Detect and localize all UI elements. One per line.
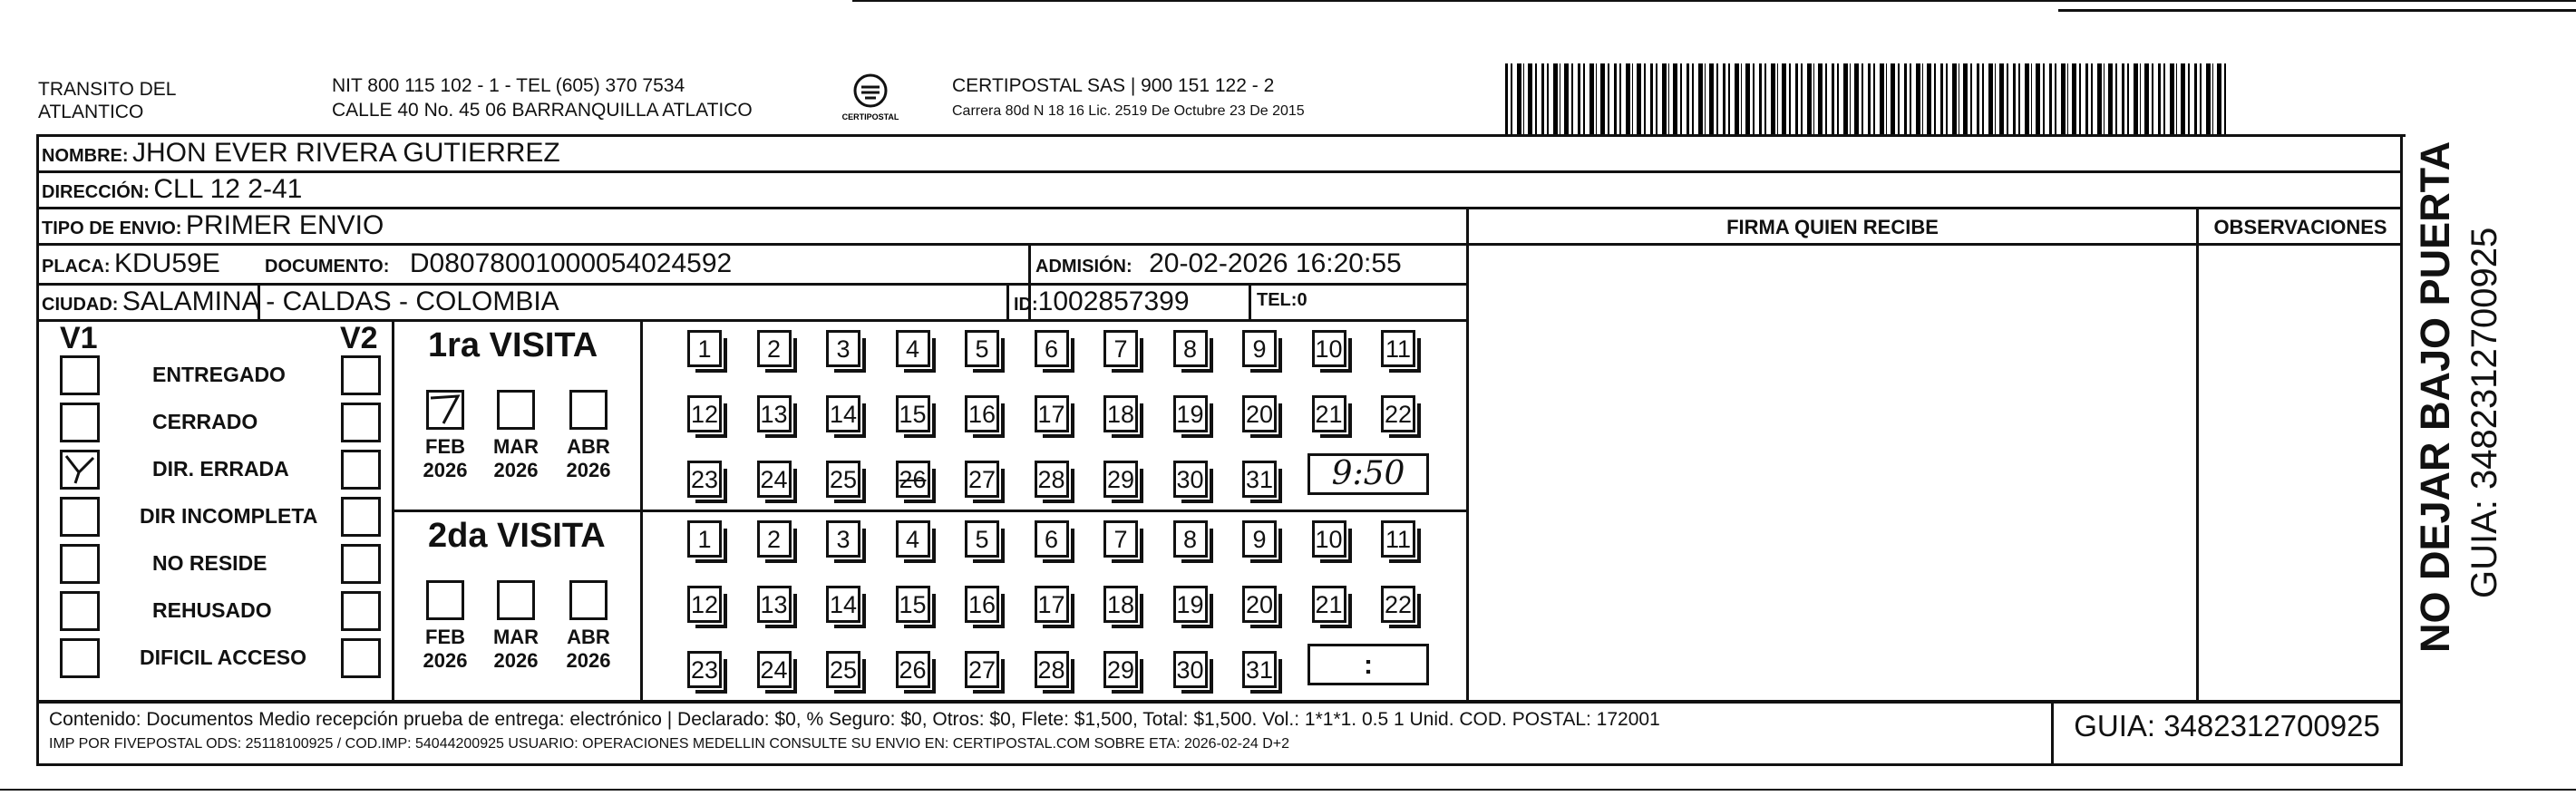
month-label: ABR [567,435,610,458]
day-box[interactable]: 12 [687,586,722,623]
svg-text:CERTIPOSTAL: CERTIPOSTAL [841,112,899,121]
year-label: 2026 [493,649,539,672]
visit1-time-box[interactable] [1307,453,1429,495]
v2-header: V2 [340,321,378,355]
plate-label: PLACA: [42,257,111,277]
day-box[interactable]: 28 [1035,651,1069,688]
month-label: MAR [492,626,540,648]
visit-divider [392,510,1466,512]
day-box[interactable]: 16 [965,586,999,623]
plate-cell [42,248,220,279]
day-box[interactable]: 24 [757,461,792,498]
visit2-title: 2da VISITA [428,517,606,555]
name-row [42,138,560,169]
day-box[interactable]: 29 [1103,651,1138,688]
month-checkbox-feb[interactable] [426,390,464,430]
tel-cell [1257,290,1307,311]
city-label: CIUDAD: [42,295,119,315]
day-box[interactable]: 6 [1035,330,1069,367]
v2-checkbox[interactable] [341,638,381,678]
day-box[interactable]: 1 [687,330,722,367]
month-label: FEB [425,626,465,648]
month-checkbox-mar[interactable] [497,580,535,620]
visit1-time-handwritten: 9:50 [1331,455,1405,492]
day-box[interactable]: 2 [757,520,792,558]
top-edge-rule [852,0,2576,2]
status-label: DIFICIL ACCESO [140,646,307,669]
day-box[interactable]: 21 [1312,586,1346,623]
day-box[interactable]: 25 [826,461,860,498]
admission-label: ADMISIÓN: [1035,257,1132,277]
document-label: DOCUMENTO: [265,257,390,277]
day-box[interactable]: 22 [1381,395,1415,432]
day-box-marked[interactable]: 26 [896,461,930,498]
city-value: SALAMINA - CALDAS - COLOMBIA [122,286,559,316]
v1-checkbox[interactable] [60,355,100,395]
name-label: NOMBRE: [42,146,129,166]
day-box[interactable]: 11 [1381,520,1415,558]
day-box[interactable]: 5 [965,520,999,558]
row-rule-2 [36,207,2403,209]
day-box[interactable]: 23 [687,651,722,688]
day-box[interactable]: 29 [1103,461,1138,498]
day-box[interactable]: 28 [1035,461,1069,498]
observations-divider [2196,207,2199,701]
day-box[interactable]: 25 [826,651,860,688]
year-label: 2026 [493,459,539,481]
city-cell [42,286,559,317]
day-box[interactable]: 31 [1242,651,1277,688]
day-box[interactable]: 9 [1242,330,1277,367]
recipient-address: CLL 12 2-41 [153,174,303,204]
issuer-nit: NIT 800 115 102 - 1 - TEL (605) 370 7534 [332,75,685,96]
tel-label: TEL: [1257,290,1298,310]
day-box[interactable]: 6 [1035,520,1069,558]
v2-checkbox[interactable] [341,450,381,490]
day-box[interactable]: 16 [965,395,999,432]
plate-value: KDU59E [114,248,220,278]
admission-value: 20-02-2026 16:20:55 [1149,248,1402,278]
v1-checkbox[interactable] [60,544,100,584]
v1-checkbox[interactable] [60,638,100,678]
day-box[interactable]: 27 [965,461,999,498]
status-label: NO RESIDE [152,551,267,575]
issuer-address: CALLE 40 No. 45 06 BARRANQUILLA ATLATICO [332,100,753,121]
day-box[interactable]: 31 [1242,461,1277,498]
admission-cell [1035,248,1402,279]
signature-header-rule [1469,243,2403,246]
day-box[interactable]: 10 [1312,330,1346,367]
row-rule-3 [36,243,1469,246]
month-checkbox-abr[interactable] [569,390,608,430]
day-box[interactable]: 30 [1173,461,1208,498]
row-rule-5 [36,319,1469,322]
footer-guia: GUIA: 3482312700925 [2074,709,2380,743]
footer-content-line: Contenido: Documentos Medio recepción prueba de entrega: electrónico | Declarado: $0, % Seguro: $0, Otros: $0, Flete: $1,500, Total: $1,500. Vol.: 1*1*1. 0.5 1 Unid. COD. POSTAL: 172001 [49,709,1660,730]
day-box[interactable]: 24 [757,651,792,688]
status-label: DIR INCOMPLETA [140,504,318,528]
day-box[interactable]: 19 [1173,395,1208,432]
day-box[interactable]: 10 [1312,520,1346,558]
day-box[interactable]: 27 [965,651,999,688]
address-label: DIRECCIÓN: [42,182,150,202]
day-box[interactable]: 17 [1035,586,1069,623]
day-box[interactable]: 12 [687,395,722,432]
v2-checkbox[interactable] [341,591,381,631]
day-box[interactable]: 15 [896,586,930,623]
address-row [42,174,302,205]
day-box[interactable]: 21 [1312,395,1346,432]
issuer-name-line2: ATLANTICO [38,102,144,122]
day-box[interactable]: 18 [1103,395,1138,432]
day-box[interactable]: 15 [896,395,930,432]
month-checkbox-feb[interactable] [426,580,464,620]
year-label: 2026 [566,459,611,481]
day-box[interactable]: 17 [1035,395,1069,432]
v2-checkbox[interactable] [341,497,381,537]
v1-checkbox[interactable] [60,497,100,537]
footer-print-line: IMP POR FIVEPOSTAL ODS: 25118100925 / COD.IMP: 54044200925 USUARIO: OPERACIONES MEDELLIN CONSULTE SU ENVIO EN: CERTIPOSTAL.COM SOBRE ETA: 2026-02-24 D+2 [49,736,1290,752]
day-box[interactable]: 30 [1173,651,1208,688]
day-box[interactable]: 2 [757,330,792,367]
day-box[interactable]: 13 [757,586,792,623]
bottom-edge-rule [0,789,2576,791]
recipient-name: JHON EVER RIVERA GUTIERREZ [132,138,560,168]
top-right-rule [2058,9,2576,12]
status-label: REHUSADO [152,598,272,622]
visit2-time-separator: : [1364,650,1373,680]
id-cell [1014,286,1190,317]
side-guia: GUIA: 3482312700925 [2464,227,2504,598]
day-box[interactable]: 18 [1103,586,1138,623]
v1-checkbox[interactable] [60,450,100,490]
certipostal-logo [838,71,903,127]
year-label: 2026 [566,649,611,672]
day-box[interactable]: 3 [826,330,860,367]
admission-cell-divider [1028,243,1031,283]
month-checkbox-abr[interactable] [569,580,608,620]
v1-header: V1 [60,321,98,355]
admission-divider-2 [1006,283,1009,319]
v2-checkbox[interactable] [341,544,381,584]
day-box[interactable]: 14 [826,395,860,432]
day-box[interactable]: 3 [826,520,860,558]
v1-checkbox[interactable] [60,591,100,631]
day-box[interactable]: 7 [1103,520,1138,558]
day-box[interactable]: 9 [1242,520,1277,558]
status-label: DIR. ERRADA [152,457,289,481]
issuer-name-line1: TRANSITO DEL [38,79,177,100]
document-value: D08078001000054024592 [409,248,733,278]
day-box[interactable]: 20 [1242,586,1277,623]
row-rule-4 [36,283,1469,286]
document-cell [265,248,732,279]
month-checkbox-mar[interactable] [497,390,535,430]
month-label: MAR [492,435,540,458]
year-label: 2026 [423,459,468,481]
day-box[interactable]: 11 [1381,330,1415,367]
visit1-title: 1ra VISITA [428,326,598,364]
day-box[interactable]: 22 [1381,586,1415,623]
status-label: ENTREGADO [152,363,286,386]
day-box[interactable]: 8 [1173,330,1208,367]
day-box[interactable]: 4 [896,330,930,367]
month-label: ABR [567,626,610,648]
v1-checkbox[interactable] [60,403,100,442]
tel-value: 0 [1297,290,1307,310]
side-warning: NO DEJAR BAJO PUERTA [2412,141,2458,653]
day-box[interactable]: 8 [1173,520,1208,558]
tel-divider [1249,283,1251,319]
id-value: 1002857399 [1037,286,1190,316]
v2-checkbox[interactable] [341,355,381,395]
day-box[interactable]: 19 [1173,586,1208,623]
id-label: ID: [1014,295,1038,315]
day-box[interactable]: 13 [757,395,792,432]
v2-checkbox[interactable] [341,403,381,442]
carrier-address: Carrera 80d N 18 16 Lic. 2519 De Octubre 23 De 2015 [952,103,1305,119]
day-box[interactable]: 1 [687,520,722,558]
shipment-label: TIPO DE ENVIO: [42,218,182,238]
shipment-row [42,210,384,241]
row-rule-1 [36,170,2403,173]
year-label: 2026 [423,649,468,672]
shipment-type: PRIMER ENVIO [185,210,384,240]
day-box[interactable]: 26 [896,651,930,688]
barcode [1505,63,2231,134]
day-box[interactable]: 4 [896,520,930,558]
status-label: CERRADO [152,410,258,433]
day-box[interactable]: 14 [826,586,860,623]
visit2-time-box[interactable] [1307,644,1429,685]
signature-header: FIRMA QUIEN RECIBE [1726,216,1939,238]
observations-header: OBSERVACIONES [2213,216,2387,238]
day-box[interactable]: 20 [1242,395,1277,432]
carrier-name: CERTIPOSTAL SAS | 900 151 122 - 2 [952,75,1275,96]
month-label: FEB [425,435,465,458]
right-divider [2400,170,2403,704]
signature-divider [1466,207,1469,701]
day-box[interactable]: 23 [687,461,722,498]
day-box[interactable]: 7 [1103,330,1138,367]
day-box[interactable]: 5 [965,330,999,367]
